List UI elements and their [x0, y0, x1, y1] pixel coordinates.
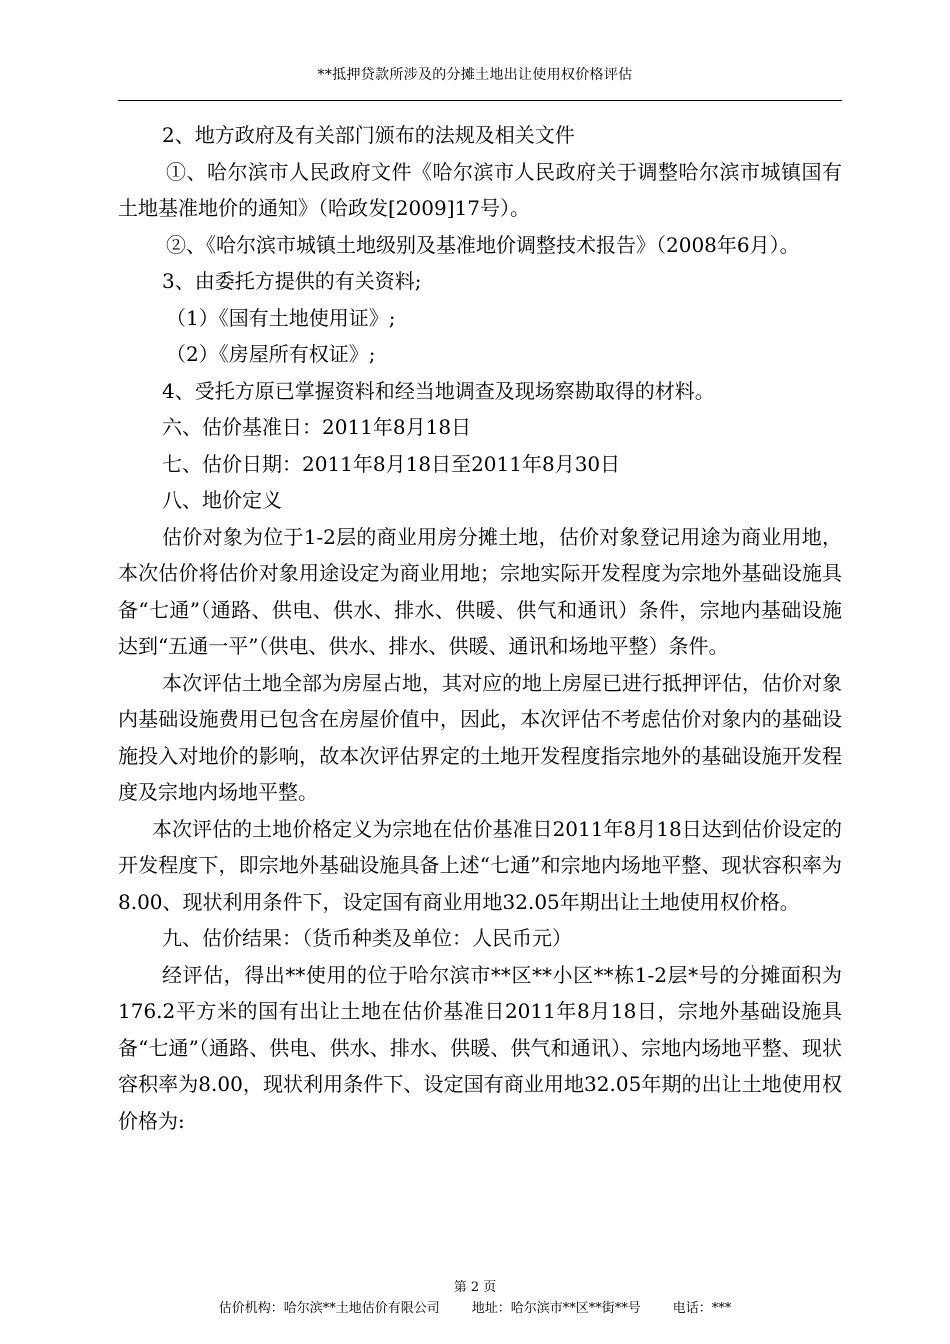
- footer-phone: 电话：***: [672, 1301, 732, 1316]
- paragraph-development-level: 估价对象为位于1-2层的商业用房分摊土地，估价对象登记用途为商业用地，本次估价将估价对象用途设定为商业用地；宗地实际开发程度为宗地外基础设施具备“七通”（通路、供电、供水、排水、供暖、供气和通讯）条件，宗地内基础设施达到“五通一平”（供电、供水、排水、供暖、通讯和场地平整）条件。: [118, 524, 842, 658]
- paragraph-technical-report: ②、《哈尔滨市城镇土地级别及基准地价调整技术报告》（2008年6月）。: [166, 232, 800, 257]
- section-valuation-period: 七、估价日期：2011年8月18日至2011年8月30日: [162, 451, 621, 476]
- header-divider: [118, 100, 842, 101]
- list-item-land-certificate: （1）《国有土地使用证》;: [166, 305, 396, 330]
- footer-info: [0, 1297, 950, 1316]
- paragraph-legal-basis-heading: 2、地方政府及有关部门颁布的法规及相关文件: [162, 123, 575, 147]
- paragraph-city-document: ①、哈尔滨市人民政府文件《哈尔滨市人民政府关于调整哈尔滨市城镇国有土地基准地价的通知》（哈政发[2009]17号）。: [118, 159, 842, 220]
- list-item-house-certificate: （2）《房屋所有权证》;: [166, 342, 376, 366]
- page-number: 第 2 页: [453, 1280, 497, 1295]
- footer-address: 地址：哈尔滨市**区**街**号: [471, 1301, 641, 1316]
- running-header: **抵押贷款所涉及的分摊土地出让使用权价格评估: [317, 67, 633, 83]
- paragraph-valuation-result: 经评估，得出**使用的位于哈尔滨市**区**小区**栋1-2层*号的分摊面积为176.2平方米的国有出让土地在估价基准日2011年8月18日，宗地外基础设施具备“七通”（通路、供电、供水、排水、供暖、供气和通讯）、宗地内场地平整、现状容积率为8.00，现状利用条件下、设定国有商业用地32.05年期的出让土地使用权价格为:: [118, 962, 842, 1133]
- section-heading-land-price-definition: 八、地价定义: [162, 488, 282, 512]
- footer-organization: 估价机构：哈尔滨**土地估价有限公司: [218, 1301, 440, 1316]
- section-valuation-base-date: 六、估价基准日：2011年8月18日: [162, 415, 472, 439]
- paragraph-client-materials-heading: 3、由委托方提供的有关资料;: [162, 269, 422, 293]
- paragraph-price-definition: 本次评估的土地价格定义为宗地在估价基准日2011年8月18日达到估价设定的开发程度下，即宗地外基础设施具备上述“七通”和宗地内场地平整、现状容积率为8.00、现状利用条件下，设定国有商业用地32.05年期出让土地使用权价格。: [118, 816, 842, 914]
- paragraph-survey-materials: 4、受托方原已掌握资料和经当地调查及现场察勘取得的材料。: [162, 378, 715, 403]
- document-body: [118, 117, 842, 1139]
- paragraph-infrastructure-scope: 本次评估土地全部为房屋占地，其对应的地上房屋已进行抵押评估，估价对象内基础设施费用已包含在房屋价值中，因此，本次评估不考虑估价对象内的基础设施投入对地价的影响，故本次评估界定的土地开发程度指宗地外的基础设施开发程度及宗地内场地平整。: [118, 670, 842, 804]
- section-heading-valuation-result: 九、估价结果：（货币种类及单位：人民币元）: [162, 926, 572, 950]
